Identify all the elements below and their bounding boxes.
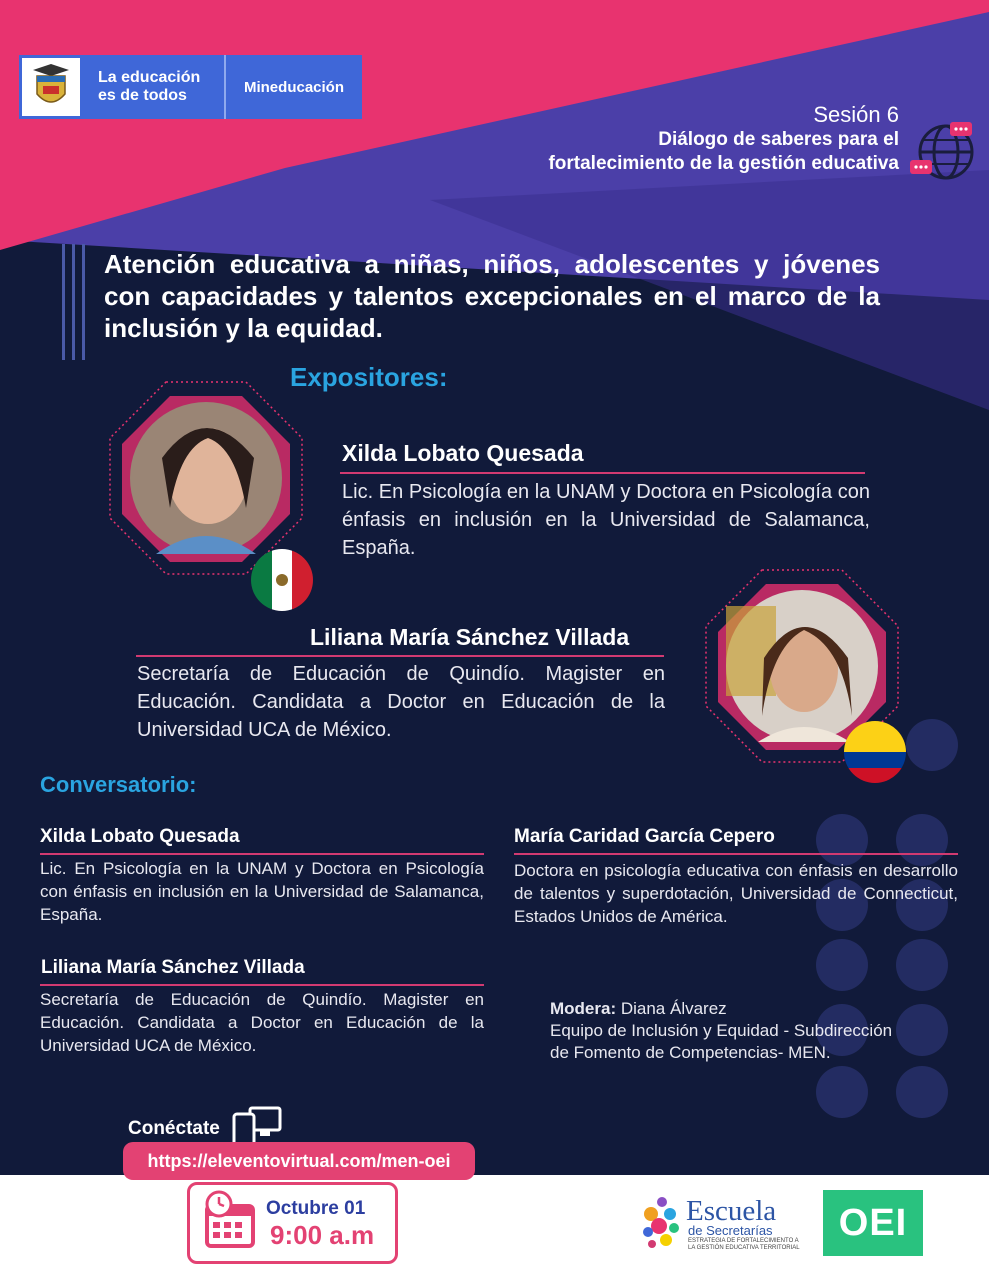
escuela-subtitle: de Secretarías (688, 1223, 773, 1238)
speaker2-name: Liliana María Sánchez Villada (310, 624, 630, 650)
ministry-logo (19, 55, 362, 119)
connect-label: Conéctate (128, 1118, 220, 1139)
conversatorio-heading: Conversatorio: (40, 772, 197, 797)
logo-slogan (98, 69, 200, 105)
escuela-title: Escuela (686, 1195, 777, 1227)
escuela-tagline: ESTRATEGIA DE FORTALECIMIENTO A LA GESTIÓN EDUCATIVA TERRITORIAL (688, 1238, 800, 1251)
panelist3-name: Liliana María Sánchez Villada (41, 957, 305, 978)
colombia-flag-icon (843, 720, 907, 784)
moderator-role-line1: Equipo de Inclusión y Equidad - Subdirección (550, 1021, 893, 1040)
event-time: 9:00 a.m (270, 1220, 375, 1250)
title-decoration-bars (62, 244, 88, 360)
mexico-flag-icon (250, 548, 314, 612)
moderator-role-line2: de Fomento de Competencias- MEN. (550, 1043, 831, 1062)
globe-chat-icon (908, 118, 978, 188)
session-title-line1: Diálogo de saberes para el (658, 129, 899, 150)
oei-logo: OEI (823, 1190, 923, 1256)
panelist2-divider (514, 853, 958, 855)
main-title: Atención educativa a niñas, niños, adolescentes y jóvenes con capacidades y talentos excepcionales en el marco de la inclusión y la equidad. (104, 249, 880, 343)
session-number: Sesión 6 (813, 102, 899, 127)
session-header (548, 102, 899, 176)
panelist2-description: Doctora en psicología educativa con énfasis en desarrollo de talentos y superdotación, Universidad de Connecticut, Estados Unidos de América. (514, 861, 958, 926)
speaker1-description: Lic. En Psicología en la UNAM y Doctora en Psicología con énfasis en inclusión en la Universidad de Salamanca, España. (342, 481, 870, 559)
ministry-name: Mineducación (224, 55, 362, 119)
event-date: Octubre 01 (266, 1198, 366, 1219)
moderator-info (550, 998, 950, 1064)
moderator-name: Diana Álvarez (616, 999, 727, 1018)
speaker2-description: Secretaría de Educación de Quindío. Magister en Educación. Candidata a Doctor en Educación de la Universidad UCA de México. (137, 663, 665, 741)
expositores-heading: Expositores: (290, 362, 448, 392)
logo-slogan-line2: es de todos (98, 87, 187, 104)
logo-slogan-line1: La educación (98, 69, 201, 86)
panelist3-description: Secretaría de Educación de Quindío. Magister en Educación. Candidata a Doctor en Educación de la Universidad UCA de México. (40, 990, 484, 1055)
panelist3-divider (40, 984, 484, 986)
moderator-label: Modera: (550, 999, 617, 1018)
escuela-logo-icon (640, 1194, 686, 1252)
colombia-crest-icon (22, 58, 80, 116)
calendar-icon (203, 1190, 259, 1250)
session-title-line2: fortalecimiento de la gestión educativa (548, 153, 899, 174)
speaker1-name: Xilda Lobato Quesada (342, 440, 584, 466)
speaker2-divider (136, 655, 664, 657)
panelist1-description: Lic. En Psicología en la UNAM y Doctora en Psicología con énfasis en inclusión en la Universidad de Salamanca, España. (40, 859, 484, 924)
event-url-link[interactable]: https://eleventovirtual.com/men-oei (123, 1142, 475, 1180)
panelist2-name: María Caridad García Cepero (514, 826, 775, 847)
panelist1-divider (40, 853, 484, 855)
speaker1-divider (340, 472, 865, 474)
panelist1-name: Xilda Lobato Quesada (40, 826, 240, 847)
